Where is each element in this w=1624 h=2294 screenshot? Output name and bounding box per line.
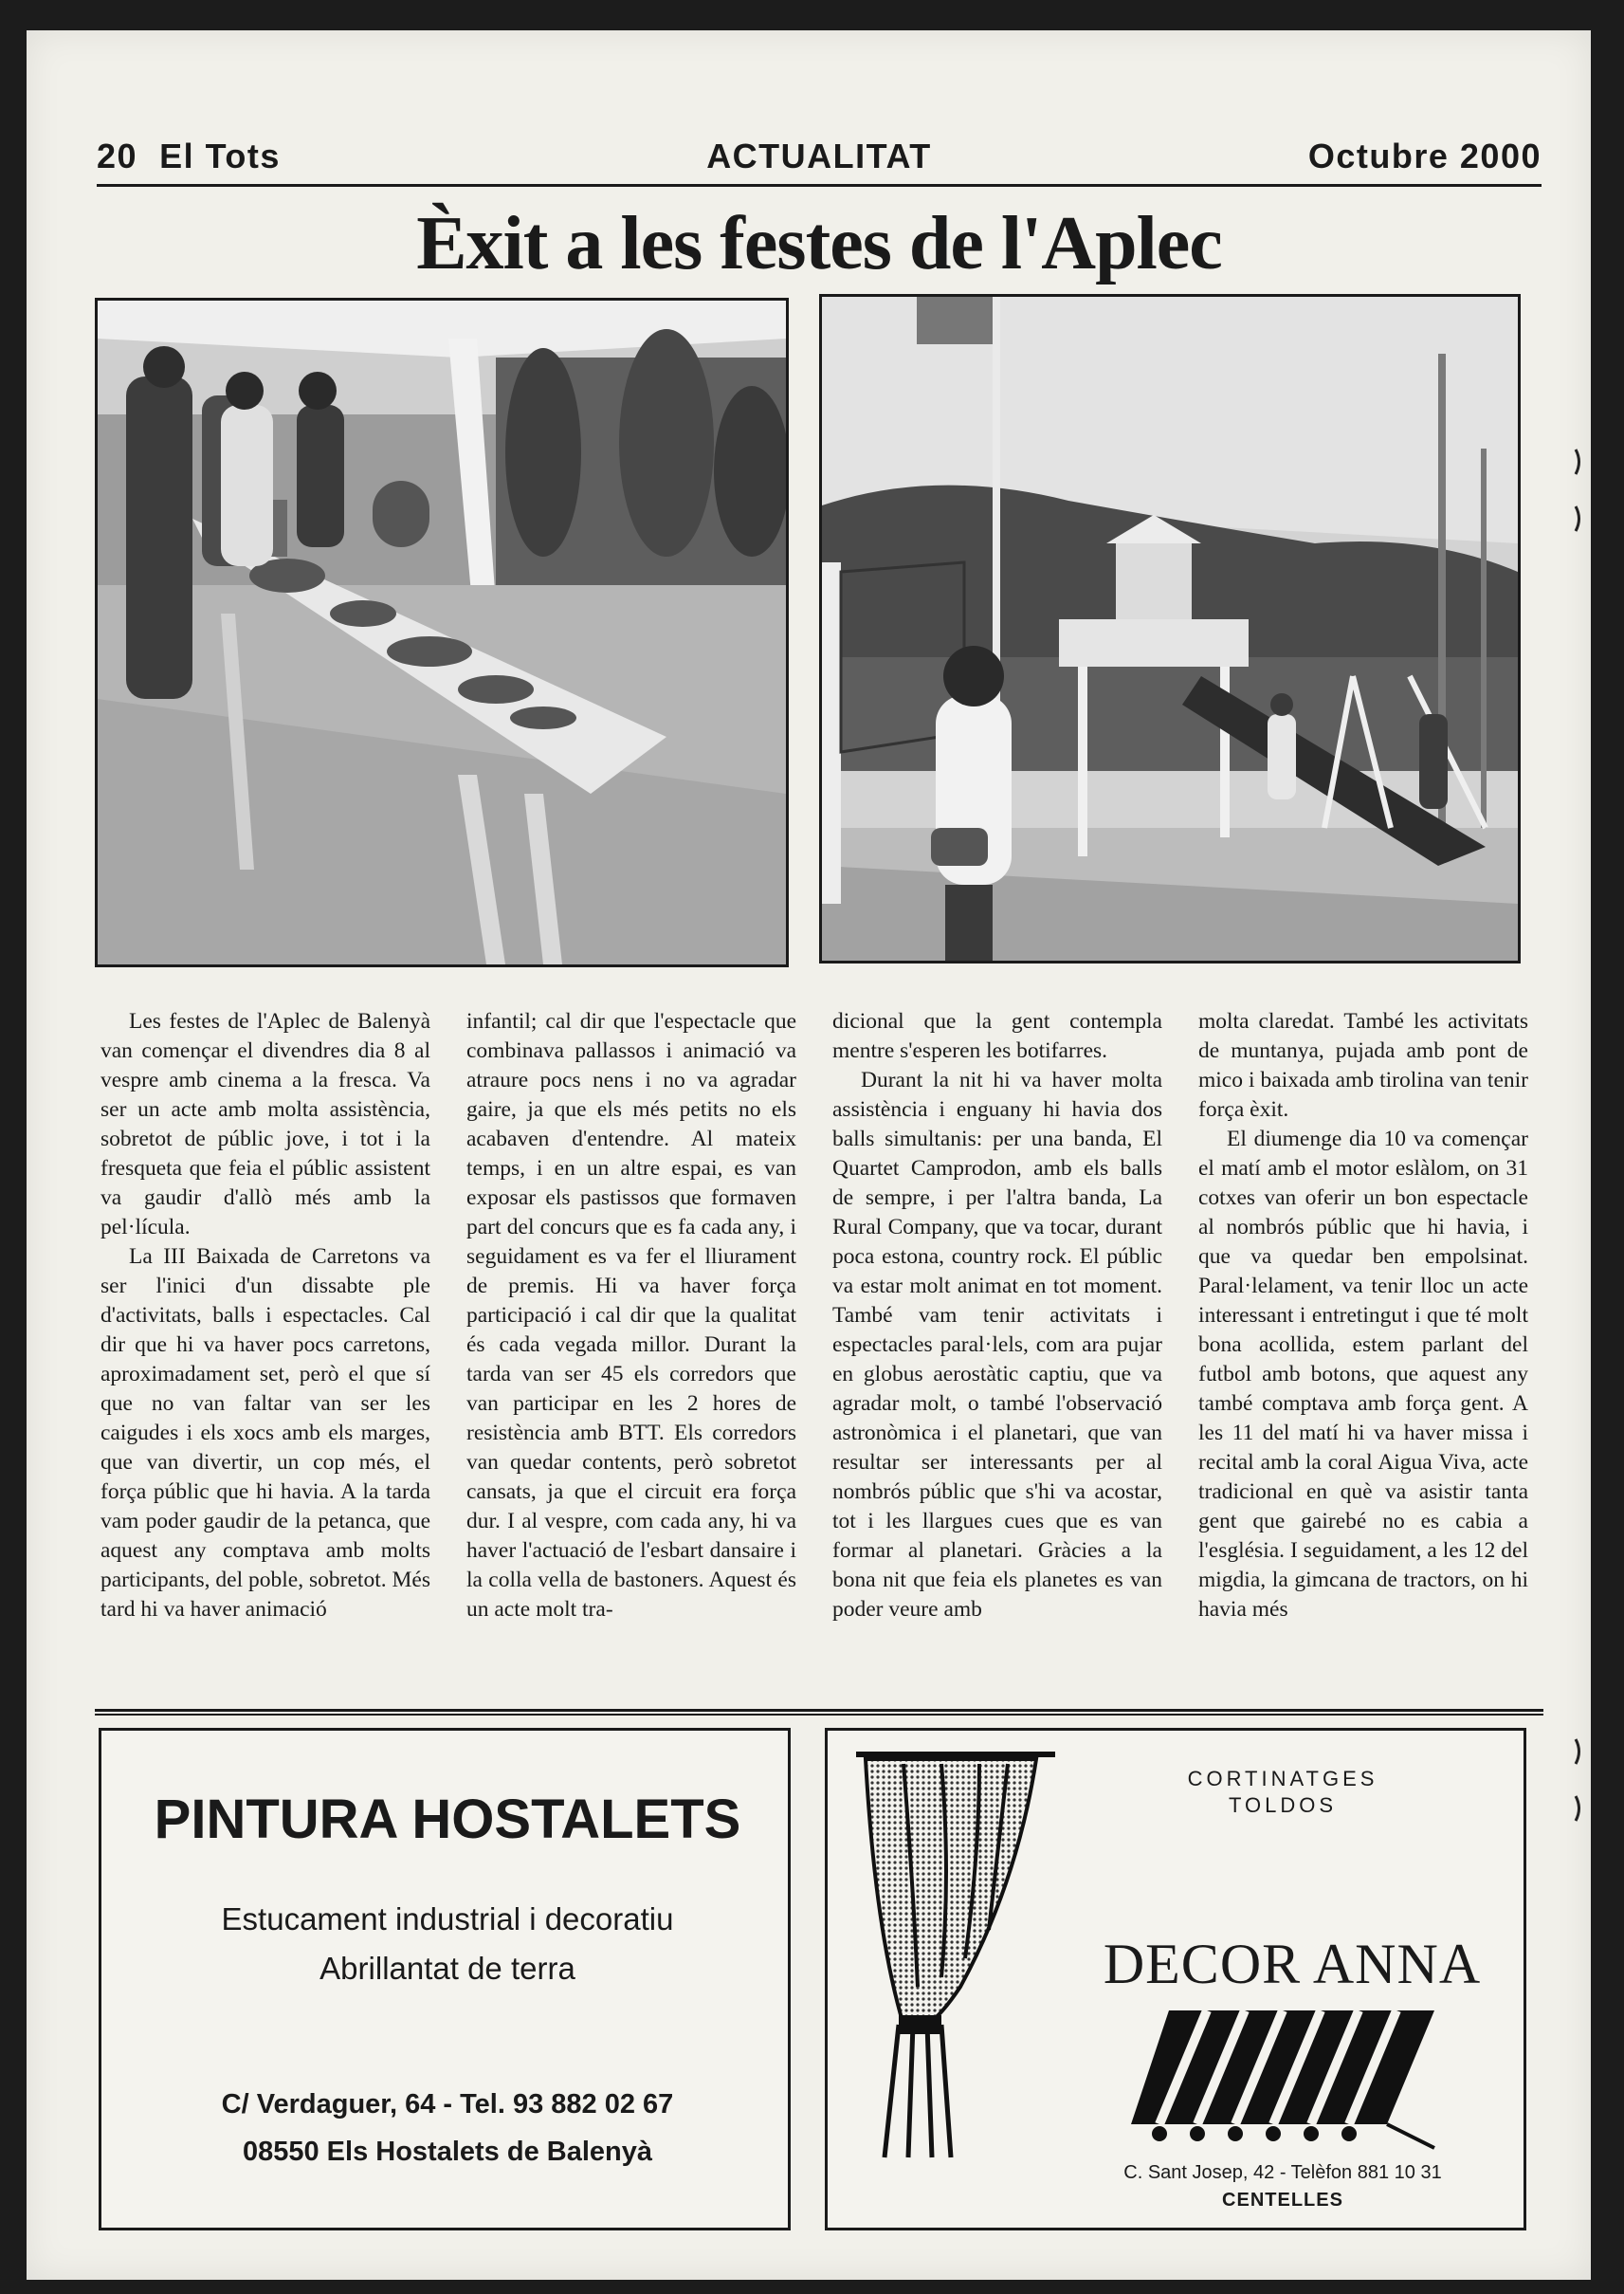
ad-decor-anna: [825, 1728, 1526, 2230]
paragraph: Les festes de l'Aplec de Balenyà van començar el divendres dia 8 al vespre amb cinema a la fresca. Va ser un acte amb molta assistència, sobretot de públic jove, i tot i la fresqueta que feia el públic assistent va gaudir d'allò més amb la pel·lícula.: [100, 1009, 430, 1239]
ad-pintura-city: 08550 Els Hostalets de Balenyà: [242, 2137, 652, 2167]
photo-pastry-table: [95, 298, 789, 967]
paragraph: La III Baixada de Carretons va ser l'inici d'un dissabte ple d'activitats, balls i espectacles. Cal dir que hi va haver pocs carretons, aproximadament set, però el que sí que no van faltar van ser les caigudes i els xocs amb els marges, que van divertir, un cop més, el força públic que hi havia. A la tarda vam poder gaudir de la petanca, que aquest any comptava amb molts participants, del poble, sobretot. Més tard hi va haver animació: [100, 1244, 430, 1622]
section-divider: [95, 1709, 1543, 1716]
ad-decor-name: DECOR ANNA: [1103, 1933, 1482, 1995]
photo-playground: [819, 294, 1521, 963]
paragraph: dicional que la gent contempla mentre s'esperen les botifarres.: [832, 1009, 1162, 1063]
article-column-2: [466, 1007, 796, 1690]
binder-mark: [1574, 505, 1583, 533]
ad-pintura-service-2: Abrillantat de terra: [319, 1951, 575, 1986]
ad-decor-tag-2: TOLDOS: [1228, 1793, 1338, 1817]
curtain-icon: [847, 1740, 1065, 2176]
paragraph: El diumenge dia 10 va començar el matí amb el motor eslàlom, on 31 cotxes van oferir un bon espectacle al nombrós públic que hi havia, i que va quedar ben empolsinat. Paral·lelament, va tenir lloc un acte interessant i entretingut i que té molt bona acollida, estem parlant del futbol amb botons, que aquest any també comptava amb força gent. A les 11 del matí hi va haver missa i recital amb la coral Aigua Viva, acte tradicional en què va asistir tanta gent que gairebé no es cabia a l'església. I seguidament, a les 12 del migdia, la gimcana de tractors, on hi havia més: [1198, 1127, 1528, 1622]
issue-date: Octubre 2000: [1307, 137, 1542, 175]
ad-pintura-hostalets: [99, 1728, 791, 2230]
page-header: [97, 118, 1542, 187]
newspaper-page: [27, 30, 1591, 2280]
ad-pintura-service-1: Estucament industrial i decoratiu: [221, 1901, 674, 1936]
ad-decor-address: C. Sant Josep, 42 - Telèfon 881 10 31: [1123, 2162, 1442, 2183]
ad-decor-city: CENTELLES: [1222, 2190, 1343, 2211]
article-body: [100, 1007, 1551, 1690]
pastry-table-image: [98, 301, 786, 964]
ad-pintura-title: PINTURA HOSTALETS: [154, 1789, 741, 1850]
section-name: ACTUALITAT: [706, 137, 932, 175]
paragraph: Durant la nit hi va haver molta assistència i enguany hi havia dos balls simultanis: per una banda, El Quartet Camprodon, amb els balls de sempre, i per l'altra banda, La Rural Company, que va tocar, durant poca estona, country rock. El públic va estar molt animat en tot moment. També vam tenir activitats i espectacles paral·lels, com ara pujar en globus aerostàtic captiu, que va agradar molt, o també l'observació astronòmica i el planetari, que van resultar ser interessants per al nombrós públic que s'hi va acostar, tot i les llargues cues que es van formar al planetari. Gràcies a la bona nit que feia els planetes es van poder veure amb: [832, 1068, 1162, 1622]
article-column-3: [832, 1007, 1162, 1690]
ad-decor-tag-1: CORTINATGES: [1187, 1767, 1378, 1790]
ad-pintura-address: C/ Verdaguer, 64 - Tel. 93 882 02 67: [221, 2089, 674, 2120]
binder-mark: [1574, 448, 1583, 476]
binder-mark: [1574, 1794, 1583, 1823]
article-column-4: [1198, 1007, 1528, 1690]
article-column-1: [100, 1007, 430, 1690]
publication-name: El Tots: [159, 137, 281, 175]
playground-image: [822, 297, 1518, 961]
page-number: 20: [97, 137, 138, 175]
paragraph: molta claredat. També les activitats de muntanya, pujada amb pont de mico i baixada amb tirolina van tenir força èxit.: [1198, 1009, 1528, 1122]
awning-icon: [1131, 2001, 1444, 2153]
binder-mark: [1574, 1737, 1583, 1766]
article-headline: Èxit a les festes de l'Aplec: [416, 202, 1222, 285]
paragraph: infantil; cal dir que l'espectacle que combinava pallassos i animació va atraure pocs nens i no va agradar gaire, ja que els més petits no els acabaven d'entendre. Al mateix temps, i en un altre espai, es van exposar els pastissos que formaven part del concurs que es fa cada any, i seguidament es va fer el lliurament de premis. Hi va haver força participació i cal dir que la qualitat és cada vegada millor. Durant la tarda van ser 45 els corredors que van participar en les 2 hores de resistència amb BTT. Els corredors van quedar contents, però sobretot cansats, ja que el circuit era força dur. I al vespre, com cada any, hi va haver l'actuació de l'esbart dansaire i la colla vella de bastoners. Aquest és un acte molt tra-: [466, 1009, 796, 1622]
